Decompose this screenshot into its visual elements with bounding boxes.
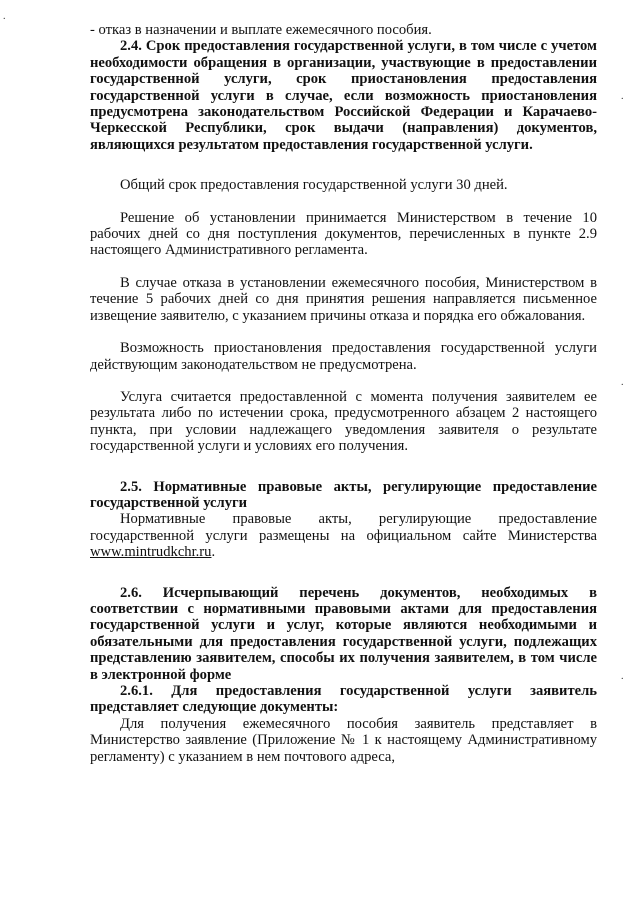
scan-mark-dot: . [621,91,624,102]
legal-acts-end: . [211,544,216,561]
paragraph-application: Для получения ежемесячного пособия заявитель представляет в Министерство заявление (Приложение № 1 к настоящему Административному регламенту) с указанием в нем почтового адреса, [90,715,597,765]
section-heading-2-5: 2.5. Нормативные правовые акты, регулирующие предоставление государственной услуги [90,478,597,511]
paragraph-suspension: Возможность приостановления предоставления государственной услуги действующим законодательством не предусмотрена. [90,340,597,373]
list-item-refusal: - отказ в назначении и выплате ежемесячного пособия. [90,22,432,38]
document-body [90,22,597,765]
paragraph-decision-term: Решение об установлении принимается Министерством в течение 10 рабочих дней со дня поступления документов, перечисленных в пункте 2.9 настоящего Административного регламента. [90,209,597,259]
paragraph-total-term: Общий срок предоставления государственной услуги 30 дней. [120,177,508,194]
section-heading-2-6-1: 2.6.1. Для предоставления государственной услуги заявитель представляет следующие документы: [90,683,597,716]
scan-mark-dot: . [3,11,6,22]
legal-acts-text: Нормативные правовые акты, регулирующие предоставление государственной услуги размещены на официальном сайте Министерства [90,511,597,544]
section-heading-2-6: 2.6. Исчерпывающий перечень документов, необходимых в соответствии с нормативными правовыми актами для предоставления государственной услуги и услуг, которые являются необходимыми и обязательными для предоставления государственной услуги, подлежащих представлению заявителем, способы их получения заявителем, в том числе в электронной форме [90,584,597,683]
paragraph-legal-acts [90,511,597,560]
ministry-website-link[interactable]: www.mintrudkchr.ru [90,544,212,561]
paragraph-service-provided: Услуга считается предоставленной с момента получения заявителем ее результата либо по истечении срока, предусмотренного абзацем 2 настоящего пункта, при условии надлежащего уведомления заявителя о результате государственной услуги и условиях его получения. [90,388,597,455]
scan-mark-dot: . [621,671,624,682]
paragraph-refusal-notice: В случае отказа в установлении ежемесячного пособия, Министерством в течение 5 рабочих дней со дня принятия решения направляется письменное извещение заявителю, с указанием причины отказа и порядка его обжалования. [90,274,597,324]
section-heading-2-4: 2.4. Срок предоставления государственной услуги, в том числе с учетом необходимости обращения в организации, участвующие в предоставлении государственной услуги, срок приостановления предоставления государственной услуги в случае, если возможность приостановления предусмотрена законодательством Российской Федерации и Карачаево-Черкесской Республики, срок выдачи (направления) документов, являющихся результатом предоставления государственной услуги. [90,38,597,153]
scan-mark-dot: . [621,377,624,388]
